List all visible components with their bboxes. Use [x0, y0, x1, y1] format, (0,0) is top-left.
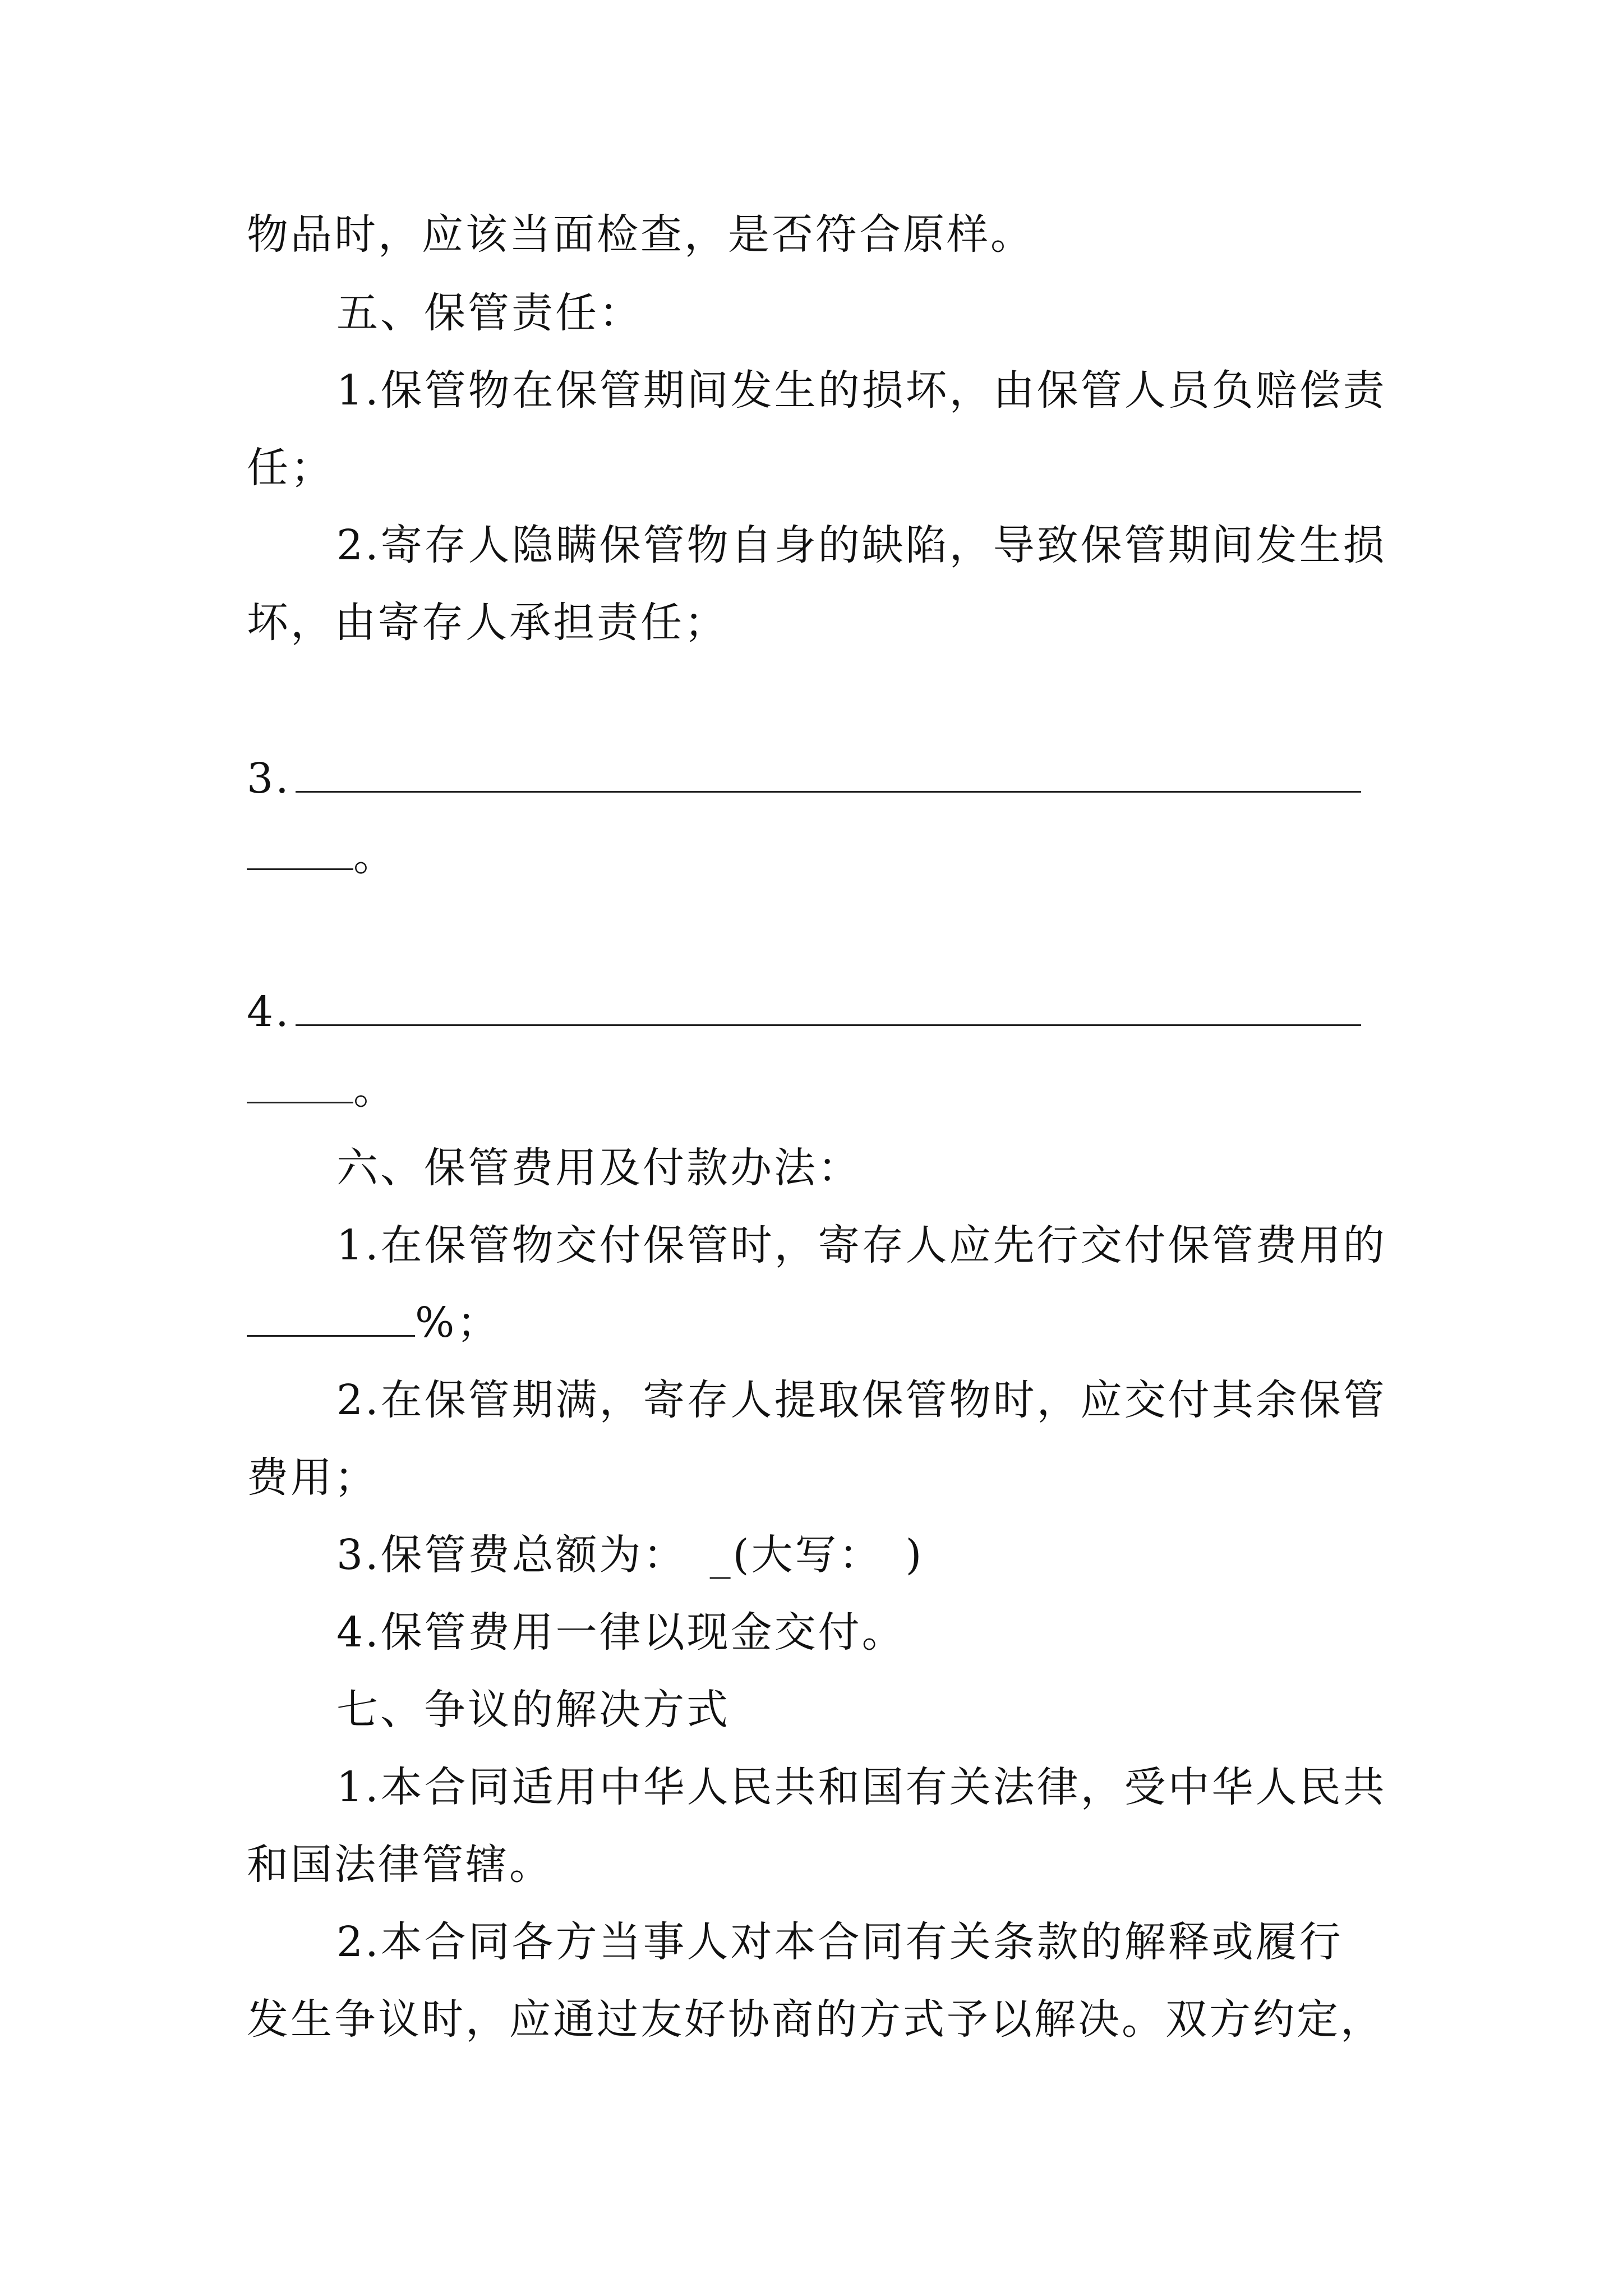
- blank-field[interactable]: [247, 835, 353, 870]
- text-line: 坏，由寄存人承担责任；: [247, 599, 728, 647]
- text-line: 2.本合同各方当事人对本合同有关条款的解释或履行: [336, 1918, 1343, 1966]
- fill-in-line: [247, 1296, 500, 1350]
- text-line: 1.保管物在保管期间发生的损坏，由保管人员负赔偿责: [336, 366, 1387, 415]
- text-line: 任；: [247, 444, 334, 492]
- fill-in-line: [247, 1062, 397, 1116]
- item-number: 3.: [247, 754, 291, 803]
- period-mark: 。: [353, 1065, 397, 1114]
- text-line: 3.保管费总额为： _(大写： ): [336, 1531, 924, 1579]
- blank-field[interactable]: [247, 1301, 415, 1337]
- item-number: 4.: [247, 988, 291, 1036]
- fill-in-line: [247, 985, 1361, 1039]
- text-line: 1.在保管物交付保管时，寄存人应先行交付保管费用的: [336, 1221, 1387, 1269]
- text-line: 费用；: [247, 1453, 378, 1502]
- fill-in-line: [247, 752, 1361, 806]
- period-mark: 。: [353, 832, 397, 880]
- text-line: 和国法律管辖。: [247, 1841, 553, 1889]
- blank-field[interactable]: [296, 991, 1361, 1026]
- section-heading-7: 七、争议的解决方式: [336, 1686, 730, 1734]
- blank-field[interactable]: [247, 1068, 353, 1103]
- fill-in-line: [247, 829, 397, 883]
- text-line: 4.保管费用一律以现金交付。: [336, 1608, 906, 1657]
- text-line: 发生争议时，应通过友好协商的方式予以解决。双方约定，: [247, 1995, 1384, 2044]
- text-line: 2.寄存人隐瞒保管物自身的缺陷，导致保管期间发生损: [336, 521, 1387, 569]
- section-heading-5: 五、保管责任：: [336, 289, 643, 337]
- blank-field[interactable]: [296, 757, 1361, 793]
- text-line: 1.本合同适用中华人民共和国有关法律，受中华人民共: [336, 1763, 1387, 1811]
- section-heading-6: 六、保管费用及付款办法：: [336, 1144, 861, 1192]
- text-line: 物品时，应该当面检查，是否符合原样。: [247, 210, 1034, 259]
- text-line: 2.在保管期满，寄存人提取保管物时，应交付其余保管: [336, 1376, 1387, 1424]
- percent-mark: %；: [415, 1299, 501, 1347]
